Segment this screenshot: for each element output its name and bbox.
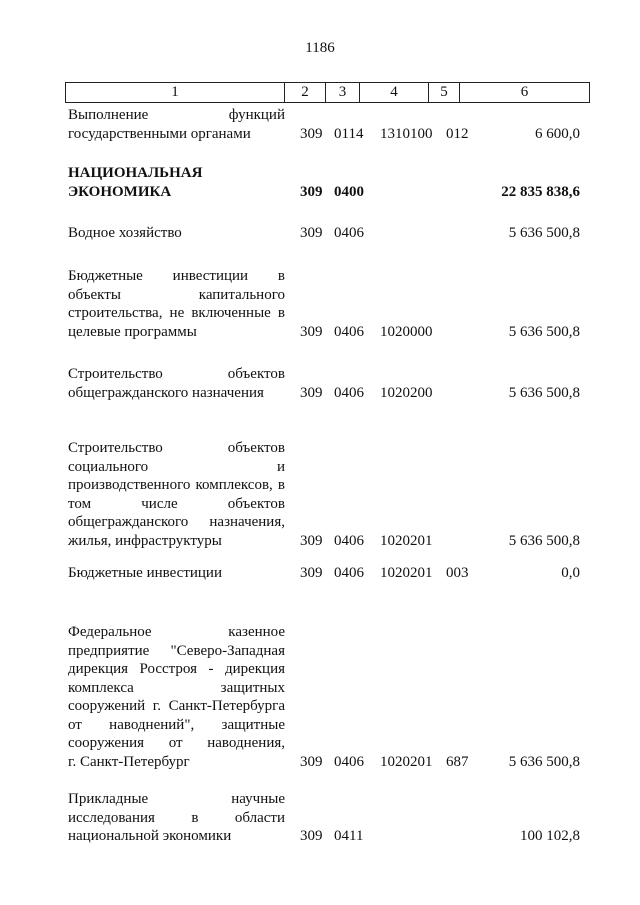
- description-line: Строительство объектов: [68, 440, 285, 456]
- table-row: [68, 164, 580, 201]
- description-line: НАЦИОНАЛЬНАЯ: [68, 165, 203, 181]
- header-col-3: 3: [326, 83, 360, 102]
- description-line: Водное хозяйство: [68, 225, 182, 241]
- cell-c4: 1020201: [380, 532, 433, 549]
- cell-c6: 100 102,8: [520, 828, 580, 844]
- row-description: [68, 623, 285, 771]
- cell-c3: 0406: [334, 753, 364, 770]
- cell-c3: 0406: [334, 323, 364, 340]
- cell-c6: 5 636 500,8: [508, 384, 580, 401]
- cell-c2: 309: [300, 532, 323, 549]
- description-line: Прикладные научные: [68, 791, 285, 807]
- description-line: Бюджетные инвестиции в: [68, 268, 285, 284]
- cell-c2: 309: [300, 125, 323, 142]
- cell-c5: 012: [446, 125, 469, 142]
- table-row: [68, 224, 580, 243]
- table-row: [68, 623, 580, 771]
- description-line: жилья, инфраструктуры: [68, 532, 222, 549]
- description-line: социального и: [68, 458, 285, 475]
- table-row: [68, 439, 580, 550]
- description-line: ЭКОНОМИКА: [68, 183, 172, 200]
- description-line: Строительство объектов: [68, 366, 285, 382]
- cell-c3: 0411: [334, 828, 364, 844]
- cell-c3: 0400: [334, 183, 364, 200]
- description-line: г. Санкт-Петербург: [68, 753, 190, 770]
- cell-c6: 0,0: [561, 565, 580, 581]
- table-row: [68, 790, 580, 846]
- header-col-5: 5: [429, 83, 460, 102]
- table-row: [68, 106, 580, 143]
- cell-c3: 0406: [334, 565, 364, 581]
- cell-c3: 0406: [334, 532, 364, 549]
- table-row: [68, 564, 580, 583]
- table-row: [68, 267, 580, 341]
- cell-c2: 309: [300, 828, 323, 844]
- page-number: 1186: [305, 40, 335, 56]
- header-col-2: 2: [285, 83, 326, 102]
- description-line: том числе объектов: [68, 495, 285, 512]
- description-line: государственными органами: [68, 125, 251, 142]
- description-line: сооружения от наводнения,: [68, 735, 285, 751]
- cell-c3: 0406: [334, 225, 364, 241]
- cell-c4: 1020201: [380, 565, 433, 581]
- description-line: дирекция Росстроя - дирекция: [68, 661, 285, 677]
- cell-c3: 0406: [334, 384, 364, 401]
- cell-c3: 0114: [334, 125, 364, 142]
- description-line: от наводнений", защитные: [68, 716, 285, 733]
- table-row: [68, 365, 580, 402]
- description-line: общегражданского назначения: [68, 384, 264, 401]
- cell-c2: 309: [300, 384, 323, 401]
- description-line: предприятие "Северо-Западная: [68, 642, 285, 659]
- cell-c5: 003: [446, 565, 469, 581]
- description-line: общегражданского назначения,: [68, 514, 285, 530]
- description-line: Бюджетные инвестиции: [68, 565, 222, 581]
- cell-c2: 309: [300, 753, 323, 770]
- cell-c2: 309: [300, 225, 323, 241]
- description-line: целевые программы: [68, 323, 197, 340]
- cell-c6: 5 636 500,8: [508, 532, 580, 549]
- cell-c2: 309: [300, 565, 323, 581]
- header-col-4: 4: [360, 83, 429, 102]
- header-col-6: 6: [520, 84, 529, 100]
- description-line: Федеральное казенное: [68, 624, 285, 640]
- cell-c5: 687: [446, 753, 469, 770]
- description-line: национальной экономики: [68, 828, 232, 844]
- description-line: строительства, не включенные в: [68, 305, 285, 321]
- description-line: комплекса защитных: [68, 679, 285, 696]
- cell-c6: 6 600,0: [535, 125, 580, 142]
- cell-c2: 309: [300, 183, 323, 200]
- description-line: Выполнение функций: [68, 107, 285, 123]
- header-col-1: 1: [66, 83, 285, 102]
- description-line: сооружений г. Санкт-Петербурга: [68, 698, 285, 714]
- cell-c4: 1020201: [380, 753, 433, 770]
- cell-c6: 5 636 500,8: [508, 225, 580, 241]
- cell-c6: 5 636 500,8: [508, 323, 580, 340]
- cell-c6: 22 835 838,6: [501, 183, 580, 200]
- cell-c2: 309: [300, 323, 323, 340]
- cell-c4: 1310100: [380, 125, 433, 142]
- description-line: производственного комплексов, в: [68, 477, 285, 493]
- description-line: исследования в области: [68, 809, 285, 826]
- cell-c4: 1020200: [380, 384, 433, 401]
- description-line: объекты капитального: [68, 286, 285, 303]
- table-header: [65, 82, 590, 103]
- cell-c4: 1020000: [380, 323, 433, 340]
- cell-c6: 5 636 500,8: [508, 753, 580, 770]
